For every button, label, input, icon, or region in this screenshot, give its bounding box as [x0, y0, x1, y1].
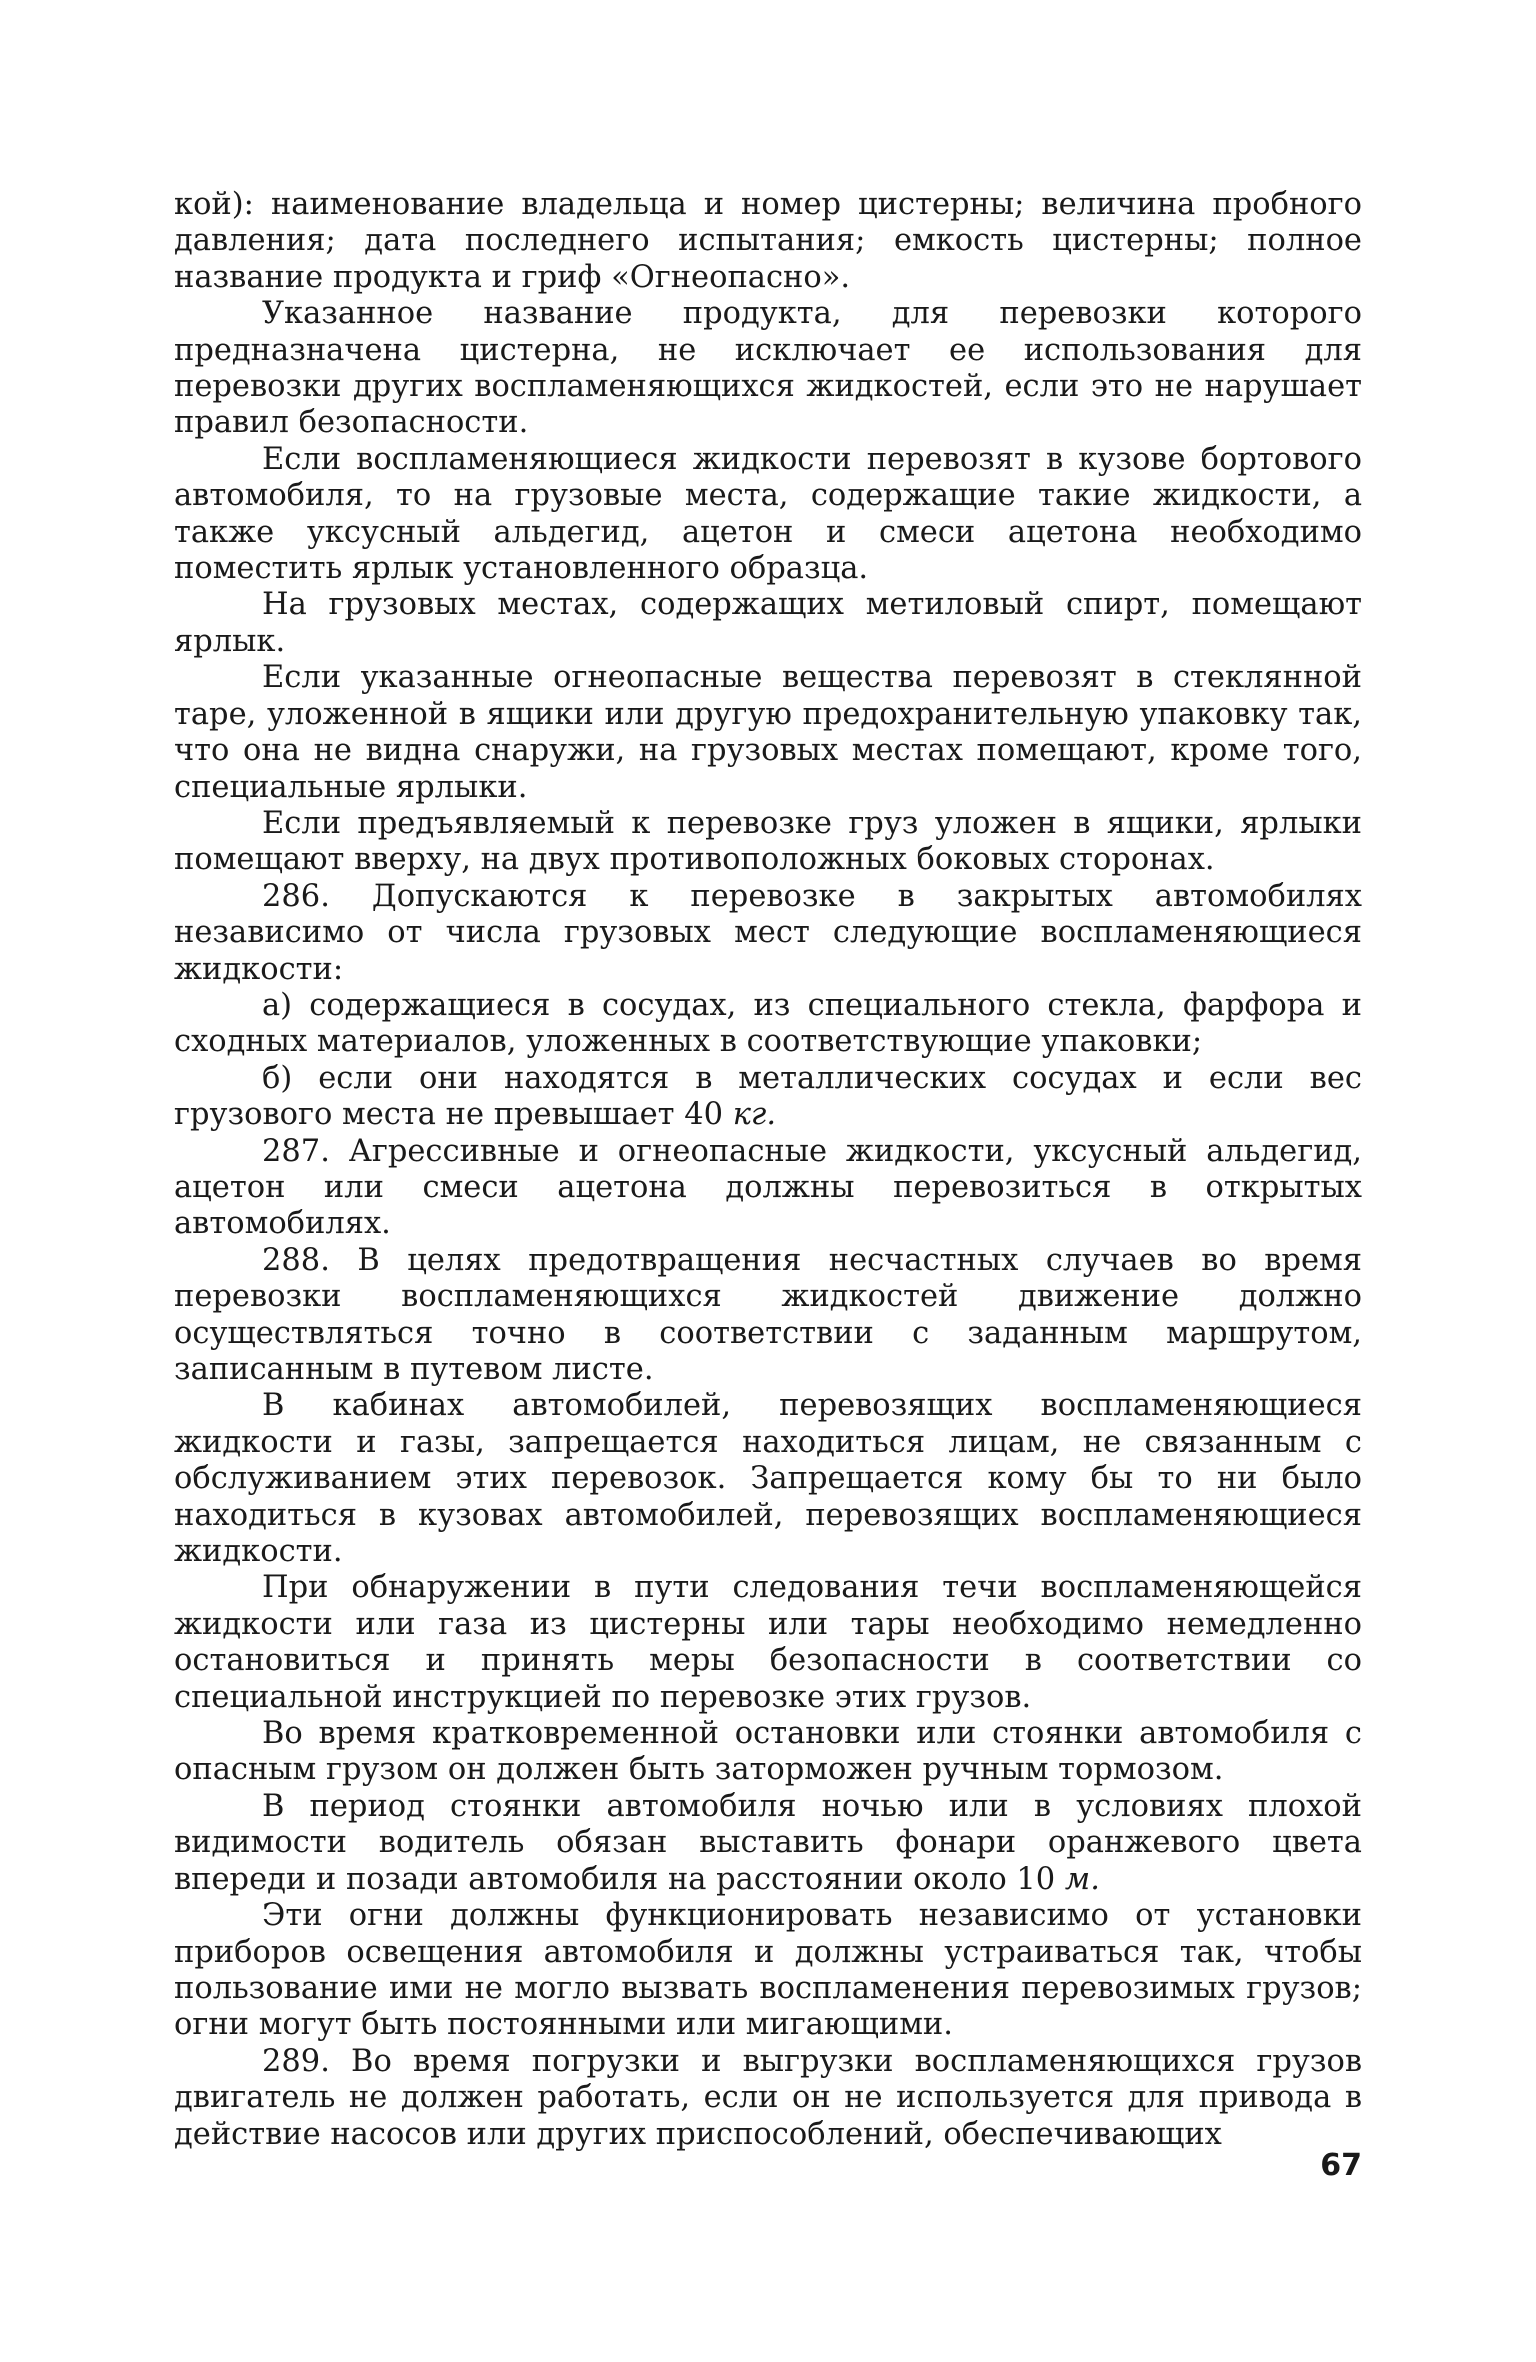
page-number: 67: [1320, 2148, 1362, 2183]
paragraph-3: Если воспламеняющиеся жидкости перевозят в кузове бортового автомобиля, то на грузовые места, содержащие такие жидкости, а также уксусный альдегид, ацетон и смеси ацетона необходимо поместить ярлык установленного образца.: [174, 441, 1362, 587]
section-289: 289. Во время погрузки и выгрузки воспламеняющихся грузов двигатель не должен работать, если он не используется для привода в действие насосов или других приспособлений, обеспечивающих: [174, 2043, 1362, 2152]
weight-unit: кг.: [732, 1097, 777, 1133]
paragraph-4: На грузовых местах, содержащих метиловый спирт, помещают ярлык.: [174, 587, 1362, 659]
paragraph-brake: Во время кратковременной остановки или стоянки автомобиля с опасным грузом он должен быть заторможен ручным тормозом.: [174, 1716, 1362, 1788]
item-b-text: б) если они находятся в металлических сосудах и если вес грузового места не превышает 40: [174, 1060, 1362, 1133]
paragraph-1: кой): наименование владельца и номер цистерны; величина пробного давления; дата последнего испытания; емкость цистерны; полное название продукта и гриф «Огнеопасно».: [174, 187, 1362, 295]
paragraph-lights-function: Эти огни должны функционировать независимо от установки приборов освещения автомобиля и должны устраиваться так, чтобы пользование ими не могло вызвать воспламенения перевозимых грузов; огни могут быть постоянными или мигающими.: [174, 1898, 1362, 2043]
paragraph-6: Если предъявляемый к перевозке груз уложен в ящики, ярлыки помещают вверху, на двух противоположных боковых сторонах.: [174, 805, 1362, 878]
section-286: 286. Допускаются к перевозке в закрытых автомобилях независимо от числа грузовых мест следующие воспламеняющиеся жидкости:: [174, 878, 1362, 987]
paragraph-2: Указанное название продукта, для перевозки которого предназначена цистерна, не исключает ее использования для перевозки других воспламеняющихся жидкостей, если это не нарушает правил безопасности.: [174, 296, 1362, 441]
section-287: 287. Агрессивные и огнеопасные жидкости, уксусный альдегид, ацетон или смеси ацетона должны перевозиться в открытых автомобилях.: [174, 1133, 1362, 1242]
item-a: а) содержащиеся в сосудах, из специального стекла, фарфора и сходных материалов, уложенных в соответствующие упаковки;: [174, 987, 1362, 1060]
section-288: 288. В целях предотвращения несчастных случаев во время перевозки воспламеняющихся жидкостей движение должно осуществляться точно в соответствии с заданным маршрутом, записанным в путевом листе.: [174, 1242, 1362, 1387]
paragraph-cabins: В кабинах автомобилей, перевозящих воспламеняющиеся жидкости и газы, запрещается находиться лицам, не связанным с обслуживанием этих перевозок. Запрещается кому бы то ни было находиться в кузовах автомобилей, перевозящих воспламеняющиеся жидкости.: [174, 1388, 1362, 1570]
paragraph-lights: [174, 1789, 1362, 1898]
paragraph-lights-text: В период стоянки автомобиля ночью или в условиях плохой видимости водитель обязан выставить фонари оранжевого цвета впереди и позади автомобиля на расстоянии около 10: [174, 1788, 1362, 1897]
paragraph-5: Если указанные огнеопасные вещества перевозят в стеклянной таре, уложенной в ящики или другую предохранительную упаковку так, что она не видна снаружи, на грузовых местах помещают, кроме того, специальные ярлыки.: [174, 660, 1362, 805]
item-b: [174, 1061, 1362, 1134]
paragraph-leak: При обнаружении в пути следования течи воспламеняющейся жидкости или газа из цистерны или тары необходимо немедленно остановиться и принять меры безопасности в соответствии со специальной инструкцией по перевозке этих грузов.: [174, 1570, 1362, 1715]
distance-unit: м.: [1064, 1861, 1100, 1897]
page-text: [174, 187, 1362, 2153]
